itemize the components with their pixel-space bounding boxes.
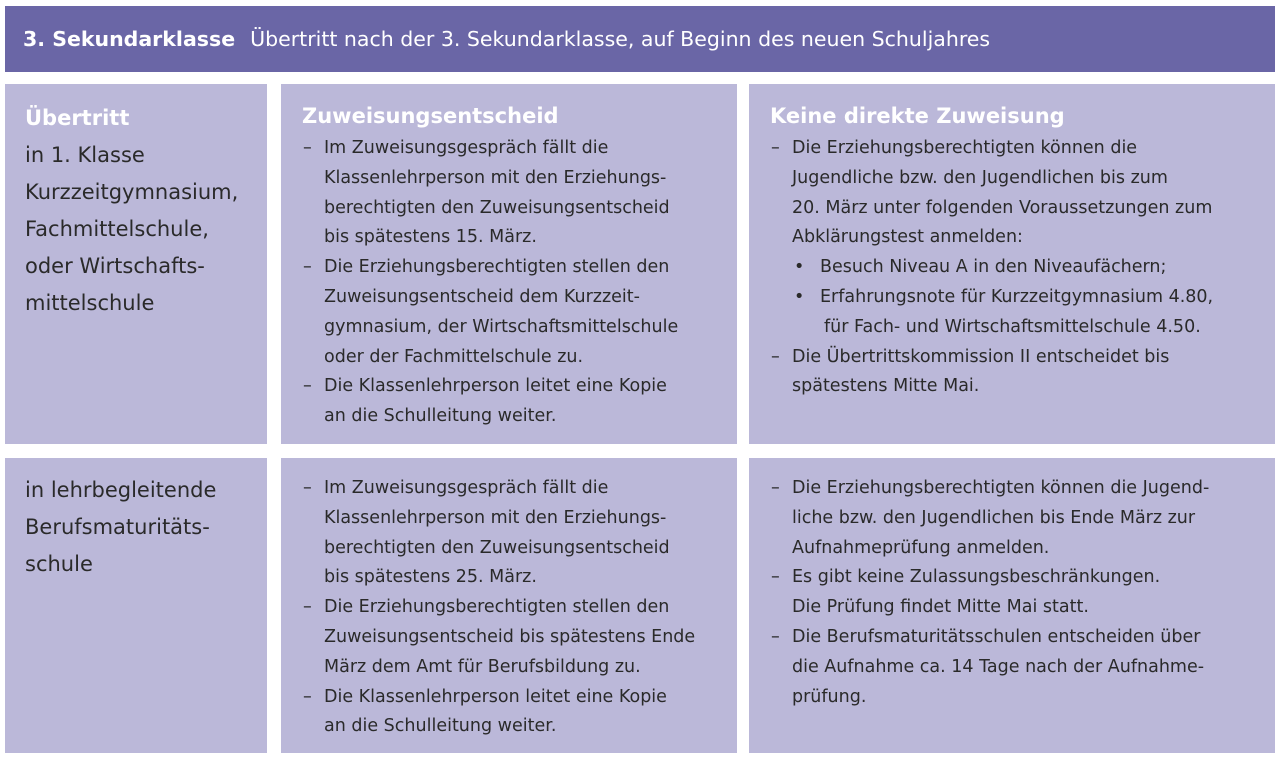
list-line: für Fach- und Wirtschaftsmittelschule 4.50. — [824, 316, 1201, 337]
list-line: Im Zuweisungsgespräch fällt die — [324, 478, 609, 498]
list-line: Die Erziehungsberechtigten stellen den — [324, 597, 670, 618]
list-line: berechtigten den Zuweisungsentscheid — [324, 197, 670, 218]
list-line: an die Schulleitung weiter. — [324, 406, 557, 427]
list-item — [771, 134, 1213, 343]
row2-label — [25, 472, 216, 583]
list-line: bis spätestens 25. März. — [324, 567, 537, 588]
list-line: an die Schulleitung weiter. — [324, 716, 557, 737]
list-line: gymnasium, der Wirtschaftsmittelschule — [324, 316, 679, 337]
list-line: Im Zuweisungsgespräch fällt die — [324, 138, 609, 158]
list-line: Besuch Niveau A in den Niveaufächern; — [820, 257, 1167, 278]
row1-label-line: mittelschule — [25, 291, 155, 315]
row1-keine-zuweisung-cell — [749, 84, 1275, 444]
dash-marker: – — [303, 138, 312, 158]
row1-keine-zuweisung-list — [771, 134, 1213, 402]
list-line: Zuweisungsentscheid bis spätestens Ende — [324, 626, 696, 647]
list-line: Die Prüfung findet Mitte Mai statt. — [792, 597, 1089, 618]
conditions-list — [792, 253, 1213, 342]
row1-zuweisung-list — [303, 134, 678, 432]
list-line: Die Erziehungsberechtigten können die — [792, 138, 1138, 158]
bullet-marker: • — [794, 257, 805, 278]
list-line: Zuweisungsentscheid dem Kurzzeit- — [324, 286, 640, 307]
row2-label-line: in lehrbegleitende — [25, 478, 217, 502]
dash-marker: – — [771, 478, 780, 498]
row2-zuweisung-cell — [281, 458, 737, 753]
dash-marker: – — [303, 686, 312, 707]
list-item — [771, 474, 1209, 563]
list-line: Es gibt keine Zulassungsbeschränkungen. — [792, 567, 1161, 588]
header-title-rest: Übertritt nach der 3. Sekundarklasse, auf Beginn des neuen Schuljahres — [250, 27, 991, 51]
dash-marker: – — [303, 376, 312, 397]
list-line: spätestens Mitte Mai. — [792, 376, 980, 397]
column-title-keine-direkte-zuweisung: Keine direkte Zuweisung — [770, 104, 1065, 128]
row2-label-line: schule — [25, 552, 93, 576]
list-line: prüfung. — [792, 686, 867, 707]
list-item — [303, 372, 678, 432]
header-title-bold: 3. Sekundarklasse — [23, 27, 236, 51]
list-line: Abklärungstest anmelden: — [792, 227, 1023, 248]
row1-zuweisung-cell — [281, 84, 737, 444]
dash-marker: – — [771, 626, 780, 647]
dash-marker: – — [303, 257, 312, 278]
list-item — [303, 474, 695, 593]
list-line: 20. März unter folgenden Voraussetzungen zum — [792, 197, 1213, 218]
row1-label-line: oder Wirtschafts- — [25, 254, 205, 278]
list-line: oder der Fachmittelschule zu. — [324, 346, 584, 367]
list-line: Die Erziehungsberechtigten stellen den — [324, 257, 670, 278]
row1-label-heading: Übertritt — [25, 106, 130, 130]
list-line: bis spätestens 15. März. — [324, 227, 537, 248]
bullet-item — [792, 253, 1213, 283]
row2-label-cell — [5, 458, 267, 753]
list-line: Aufnahmeprüfung anmelden. — [792, 537, 1050, 558]
list-item — [771, 623, 1209, 712]
list-item — [303, 683, 695, 743]
list-line: liche bzw. den Jugendlichen bis Ende März zur — [792, 507, 1196, 528]
list-line: Jugendliche bzw. den Jugendlichen bis zum — [792, 167, 1168, 188]
list-line: die Aufnahme ca. 14 Tage nach der Aufnahme- — [792, 656, 1205, 677]
list-item — [771, 343, 1213, 403]
column-title-zuweisungsentscheid: Zuweisungsentscheid — [302, 104, 559, 128]
list-line: Die Klassenlehrperson leitet eine Kopie — [324, 376, 667, 397]
table-header — [5, 6, 1275, 72]
list-line: berechtigten den Zuweisungsentscheid — [324, 537, 670, 558]
row2-zuweisung-list — [303, 474, 695, 742]
dash-marker: – — [771, 346, 780, 367]
dash-marker: – — [771, 138, 780, 158]
row1-label-line: Fachmittelschule, — [25, 217, 209, 241]
list-item — [303, 593, 695, 682]
row1-label — [25, 100, 238, 322]
bullet-item — [792, 283, 1213, 343]
dash-marker: – — [303, 597, 312, 618]
dash-marker: – — [303, 478, 312, 498]
bullet-marker: • — [794, 286, 805, 307]
list-item — [303, 134, 678, 253]
list-line: Die Klassenlehrperson leitet eine Kopie — [324, 686, 667, 707]
list-item — [771, 563, 1209, 623]
list-line: Klassenlehrperson mit den Erziehungs- — [324, 507, 667, 528]
row1-label-cell — [5, 84, 267, 444]
list-line: Die Erziehungsberechtigten können die Jugend- — [792, 478, 1210, 498]
list-line: Die Berufsmaturitätsschulen entscheiden über — [792, 626, 1201, 647]
dash-marker: – — [771, 567, 780, 588]
row2-keine-zuweisung-cell — [749, 458, 1275, 753]
row1-label-line: Kurzzeitgymnasium, — [25, 180, 239, 204]
list-line: Die Übertrittskommission II entscheidet bis — [792, 346, 1170, 367]
list-line: Klassenlehrperson mit den Erziehungs- — [324, 167, 667, 188]
row1-label-line: in 1. Klasse — [25, 143, 145, 167]
row2-label-line: Berufsmaturitäts- — [25, 515, 210, 539]
list-item — [303, 253, 678, 372]
list-line: Erfahrungsnote für Kurzzeitgymnasium 4.80, — [820, 286, 1214, 307]
row2-keine-zuweisung-list — [771, 474, 1209, 712]
list-line: März dem Amt für Berufsbildung zu. — [324, 656, 641, 677]
